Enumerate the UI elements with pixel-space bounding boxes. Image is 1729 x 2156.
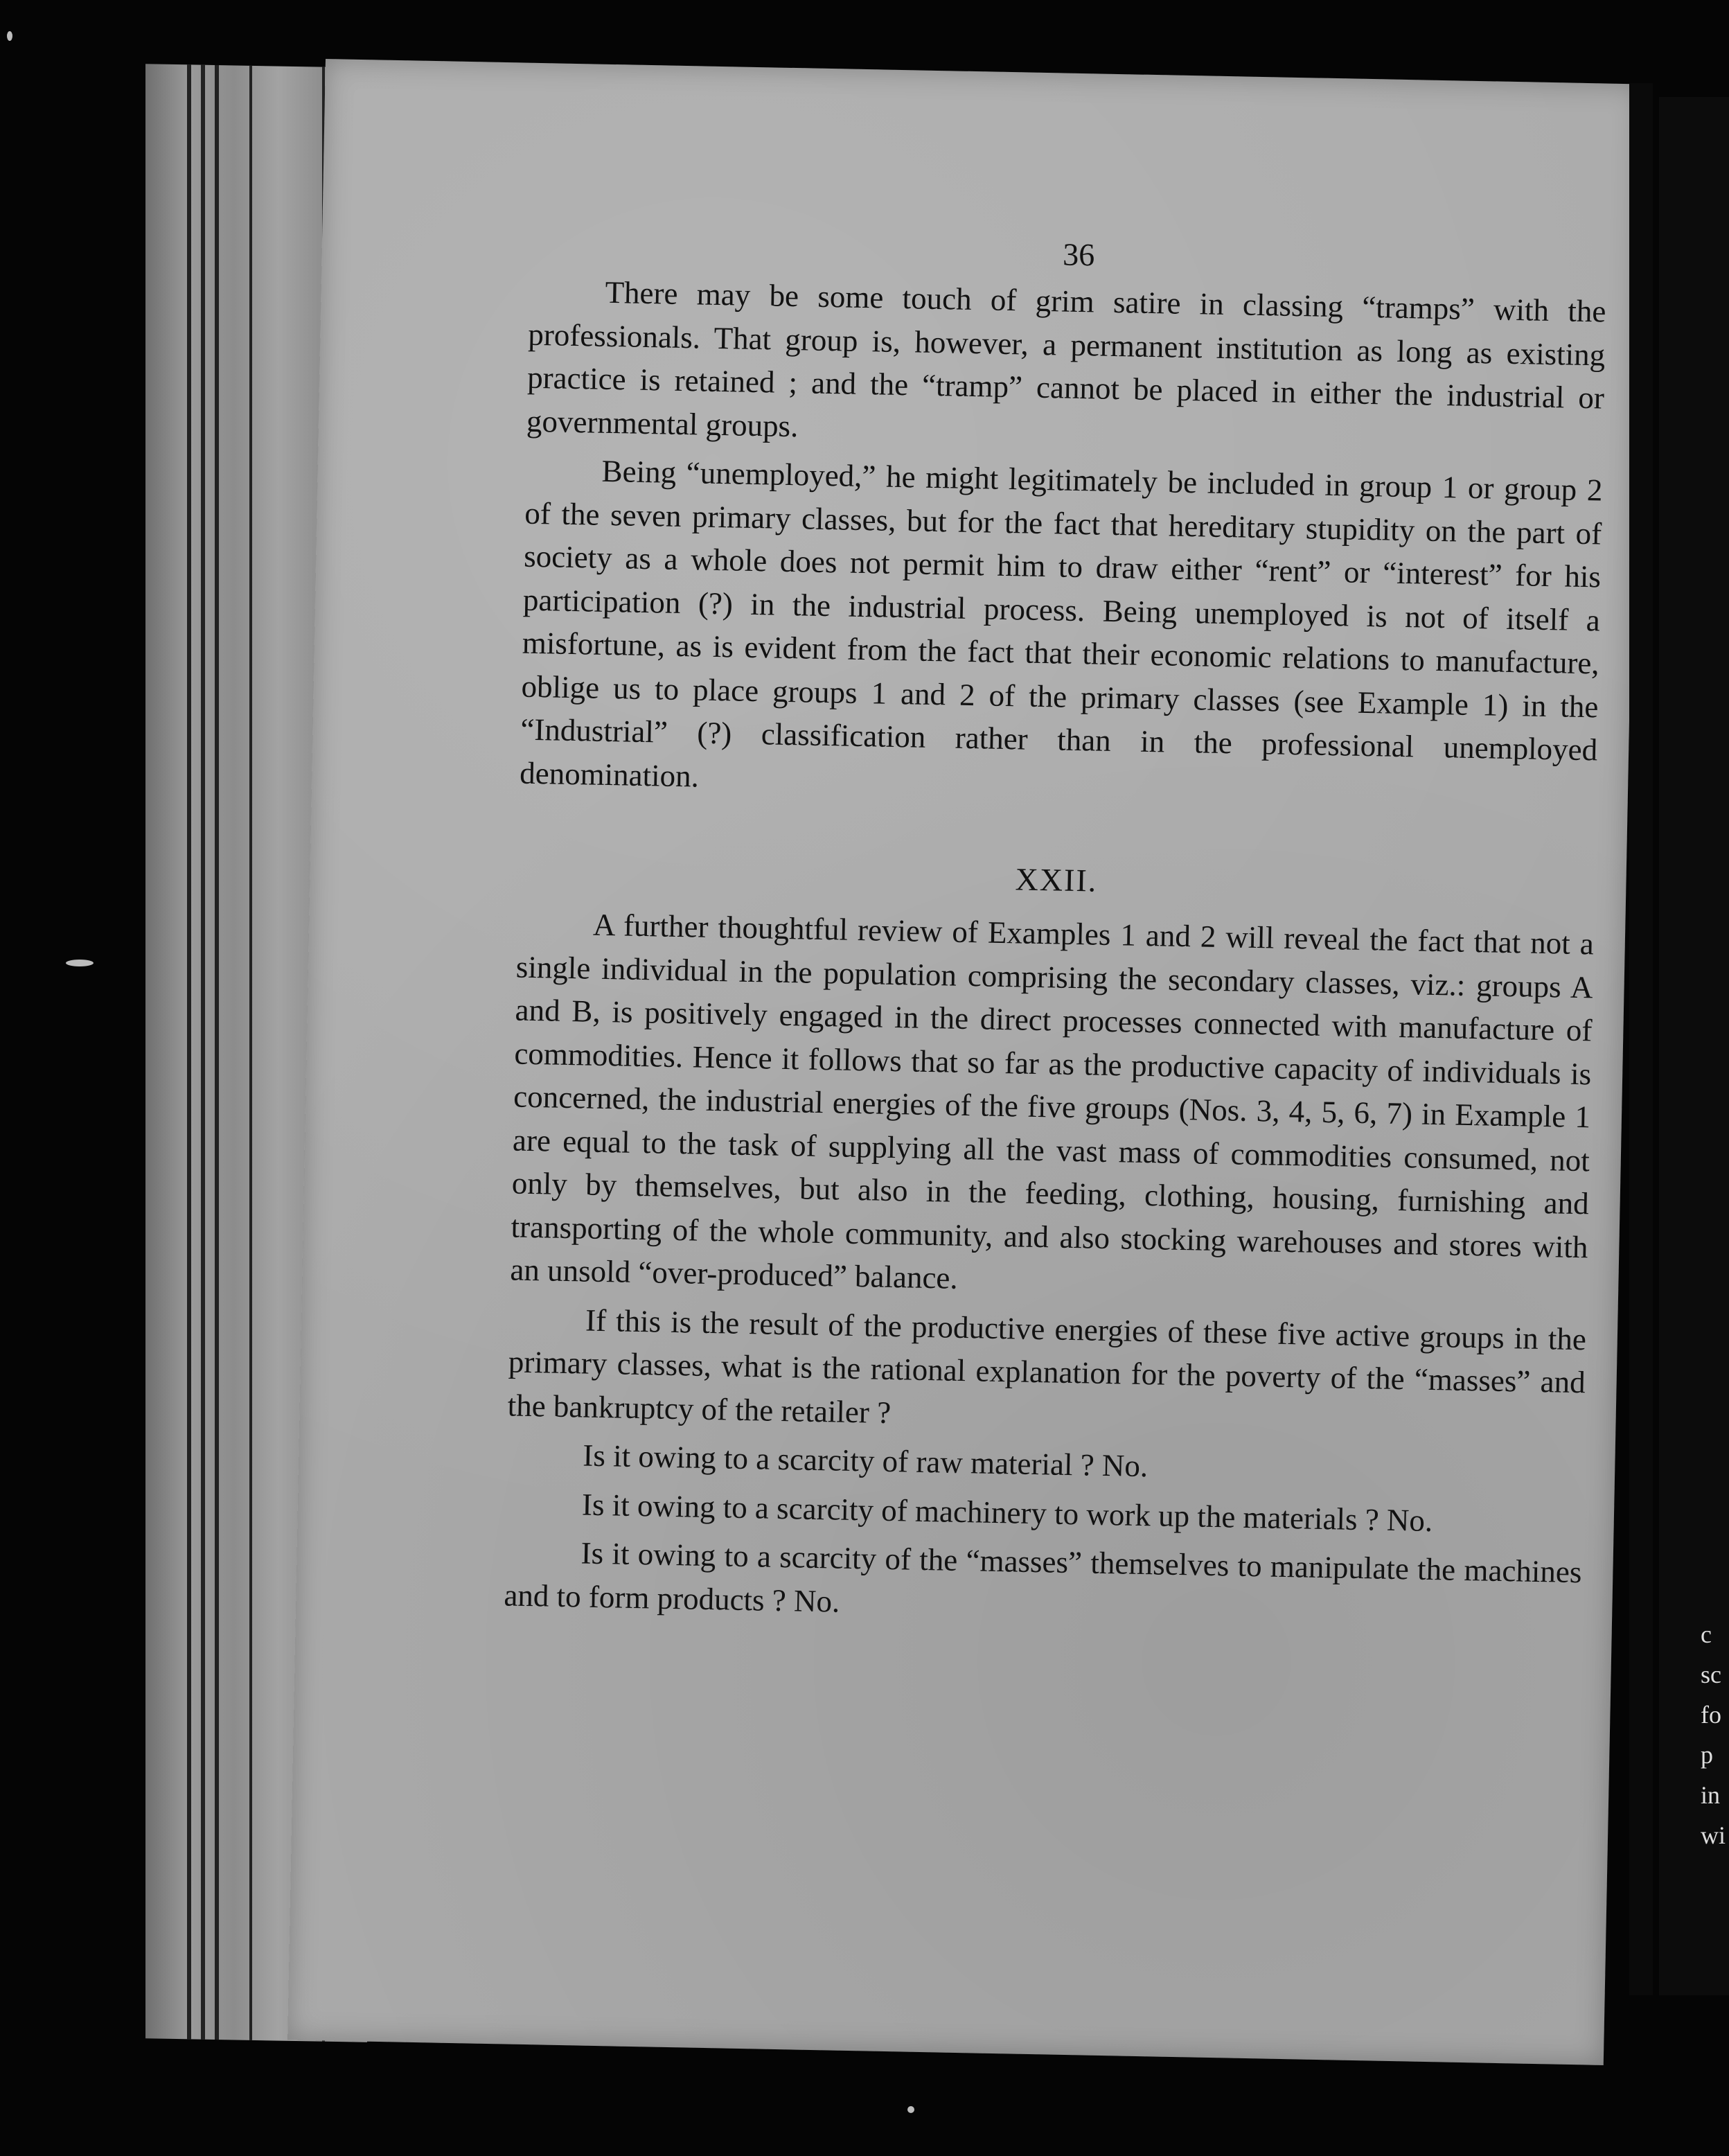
page-text-block [504, 226, 1607, 1643]
scan-speck [907, 2106, 914, 2113]
adjacent-page-fragment: c [1701, 1620, 1712, 1648]
book-page [287, 59, 1642, 2065]
page-number: 36 [1062, 236, 1095, 273]
adjacent-page-text [1701, 1614, 1729, 1855]
adjacent-page-fragment: in [1701, 1781, 1721, 1809]
section-heading: XXII. [1015, 861, 1098, 899]
scan-speck [7, 31, 12, 41]
paragraph: There may be some touch of grim satire in classing “tramps” with the professionals. That group is, however, a permanent institution as long as existing practice is retained ; and the “tramp” cannot be placed in either the industrial or governmental groups. [526, 274, 1606, 443]
page-edge-line [215, 65, 219, 2040]
adjacent-page-fragment: fo [1701, 1701, 1721, 1729]
book-spine [1629, 83, 1653, 1995]
paragraph: Being “unemployed,” he might legitimately be included in group 1 or group 2 of the seven primary classes, but for the fact that hereditary stupidity on the part of society as a whole does not permit him to draw either “rent” or “interest” for his participation (?) in the industrial process. Being unemployed is not of itself a misfortune, as is evident from the fact that their economic relations to manufacture, oblige us to place groups 1 and 2 of the primary classes (see Example 1) in the “Industrial” (?) classification rather than in the professional unemployed denomination. [519, 453, 1603, 794]
paragraph: Is it owing to a scarcity of raw material ? No. [582, 1438, 1149, 1484]
adjacent-page-fragment: wi [1701, 1821, 1726, 1849]
paragraph: Is it owing to a scarcity of the “masses” themselves to manipulate the machines and to form products ? No. [504, 1535, 1582, 1619]
page-edge-line [249, 66, 252, 2040]
adjacent-page-fragment: p [1701, 1741, 1713, 1769]
paragraph: Is it owing to a scarcity of machinery to work up the materials ? No. [581, 1486, 1433, 1538]
page-edge-line [187, 64, 191, 2039]
page-edge-line [201, 65, 205, 2040]
paragraph: A further thoughtful review of Examples 1 and 2 will reveal the fact that not a single individual in the population comprising the secondary classes, viz.: groups A and B, is positively engaged in the direct processes connected with manufacture of commodities. Hence it follows that so far as the productive capacity of individuals is concerned, the industrial energies of the five groups (Nos. 3, 4, 5, 6, 7) in Example 1 are equal to the task of supplying all the vast mass of commodities consumed, not only by themselves, but also in the feeding, clothing, housing, furnishing and transporting of the whole community, and also stocking warehouses and stores with an unsold “over-produced” balance. [510, 907, 1595, 1296]
scan-speck [66, 960, 94, 966]
adjacent-page-fragment: sc [1701, 1661, 1721, 1688]
paragraph: If this is the result of the productive energies of these five active groups in the primary classes, what is the rational explanation for the poverty of the “masses” and the bankruptcy of the retailer ? [507, 1302, 1587, 1430]
